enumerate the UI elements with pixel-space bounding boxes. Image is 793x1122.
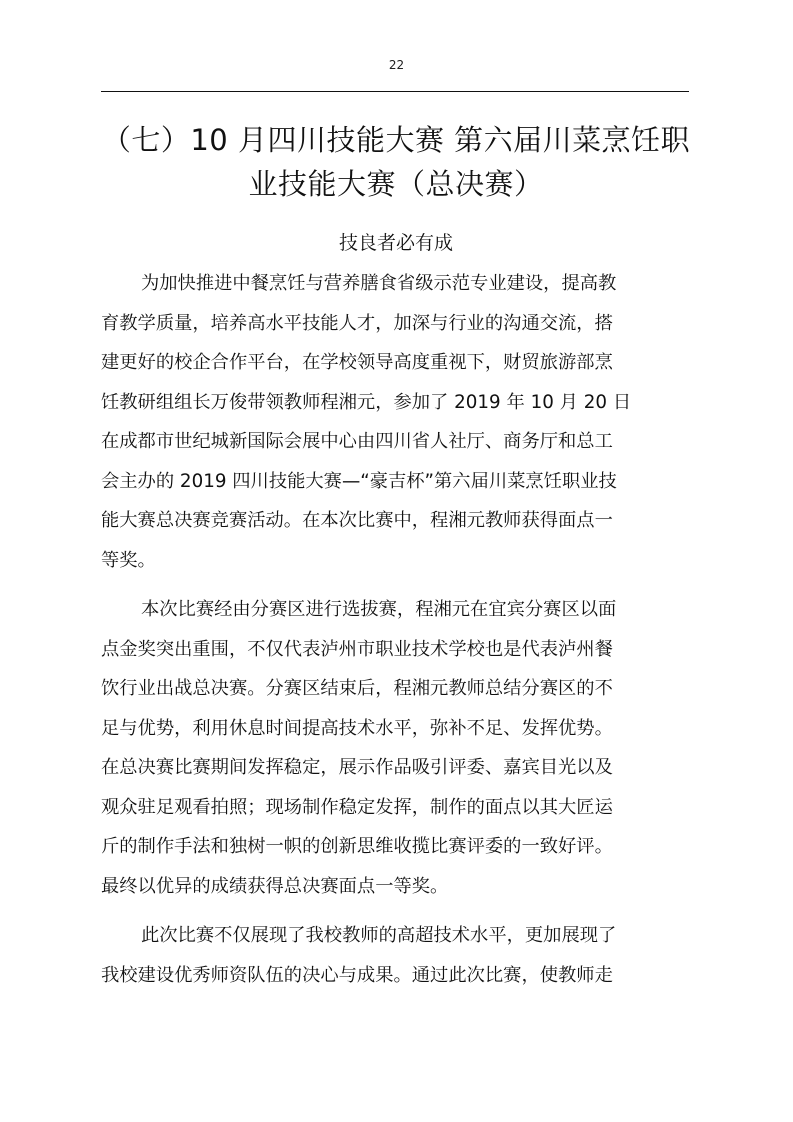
paragraph-line: 会主办的 2019 四川技能大赛—“豪吉杯”第六届川菜烹饪职业技 xyxy=(101,470,617,492)
paragraph-line: 此次比赛不仅展现了我校教师的高超技术水平，更加展现了 xyxy=(141,925,617,946)
paragraph-line: 饮行业出战总决赛。分赛区结束后，程湘元教师总结分赛区的不 xyxy=(101,678,613,699)
paragraph-line: 我校建设优秀师资队伍的决心与成果。通过此次比赛，使教师走 xyxy=(101,964,613,986)
paragraph-line: 饪教研组组长万俊带领教师程湘元，参加了 2019 年 10 月 20 日 xyxy=(101,391,632,413)
paragraph-line: 在成都市世纪城新国际会展中心由四川省人社厅、商务厅和总工 xyxy=(101,431,613,452)
paragraph-line: 等奖。 xyxy=(101,549,156,571)
header-rule xyxy=(101,91,689,92)
paragraph-line: 点金奖突出重围，不仅代表泸州市职业技术学校也是代表泸州餐 xyxy=(101,638,613,660)
article-title xyxy=(101,118,691,206)
paragraph-line: 最终以优异的成绩获得总决赛面点一等奖。 xyxy=(101,875,449,897)
paragraph-line: 观众驻足观看拍照；现场制作稳定发挥，制作的面点以其大匠运 xyxy=(101,796,613,818)
paragraph-3 xyxy=(101,916,693,995)
paragraph-line: 斤的制作手法和独树一帜的创新思维收揽比赛评委的一致好评。 xyxy=(101,836,613,857)
paragraph-2 xyxy=(101,590,693,906)
paragraph-line: 本次比赛经由分赛区进行选拔赛，程湘元在宜宾分赛区以面 xyxy=(141,599,617,620)
article-body xyxy=(101,264,693,1005)
paragraph-line: 能大赛总决赛竞赛活动。在本次比赛中，程湘元教师获得面点一 xyxy=(101,510,613,531)
paragraph-1 xyxy=(101,264,693,580)
article-title-line-1: （七）10 月四川技能大赛 第六届川菜烹饪职 xyxy=(101,123,691,157)
page-number: 22 xyxy=(388,58,405,72)
article-title-line-2: 业技能大赛（总决赛） xyxy=(248,167,544,201)
paragraph-line: 在总决赛比赛期间发挥稳定，展示作品吸引评委、嘉宾目光以及 xyxy=(101,757,613,778)
paragraph-line: 建更好的校企合作平台，在学校领导高度重视下，财贸旅游部烹 xyxy=(101,352,613,373)
paragraph-line: 育教学质量，培养高水平技能人才，加深与行业的沟通交流，搭 xyxy=(101,312,613,334)
article-subtitle: 技良者必有成 xyxy=(338,232,453,254)
paragraph-line: 足与优势，利用休息时间提高技术水平，弥补不足、发挥优势。 xyxy=(101,717,613,739)
paragraph-line: 为加快推进中餐烹饪与营养膳食省级示范专业建设，提高教 xyxy=(141,273,617,294)
